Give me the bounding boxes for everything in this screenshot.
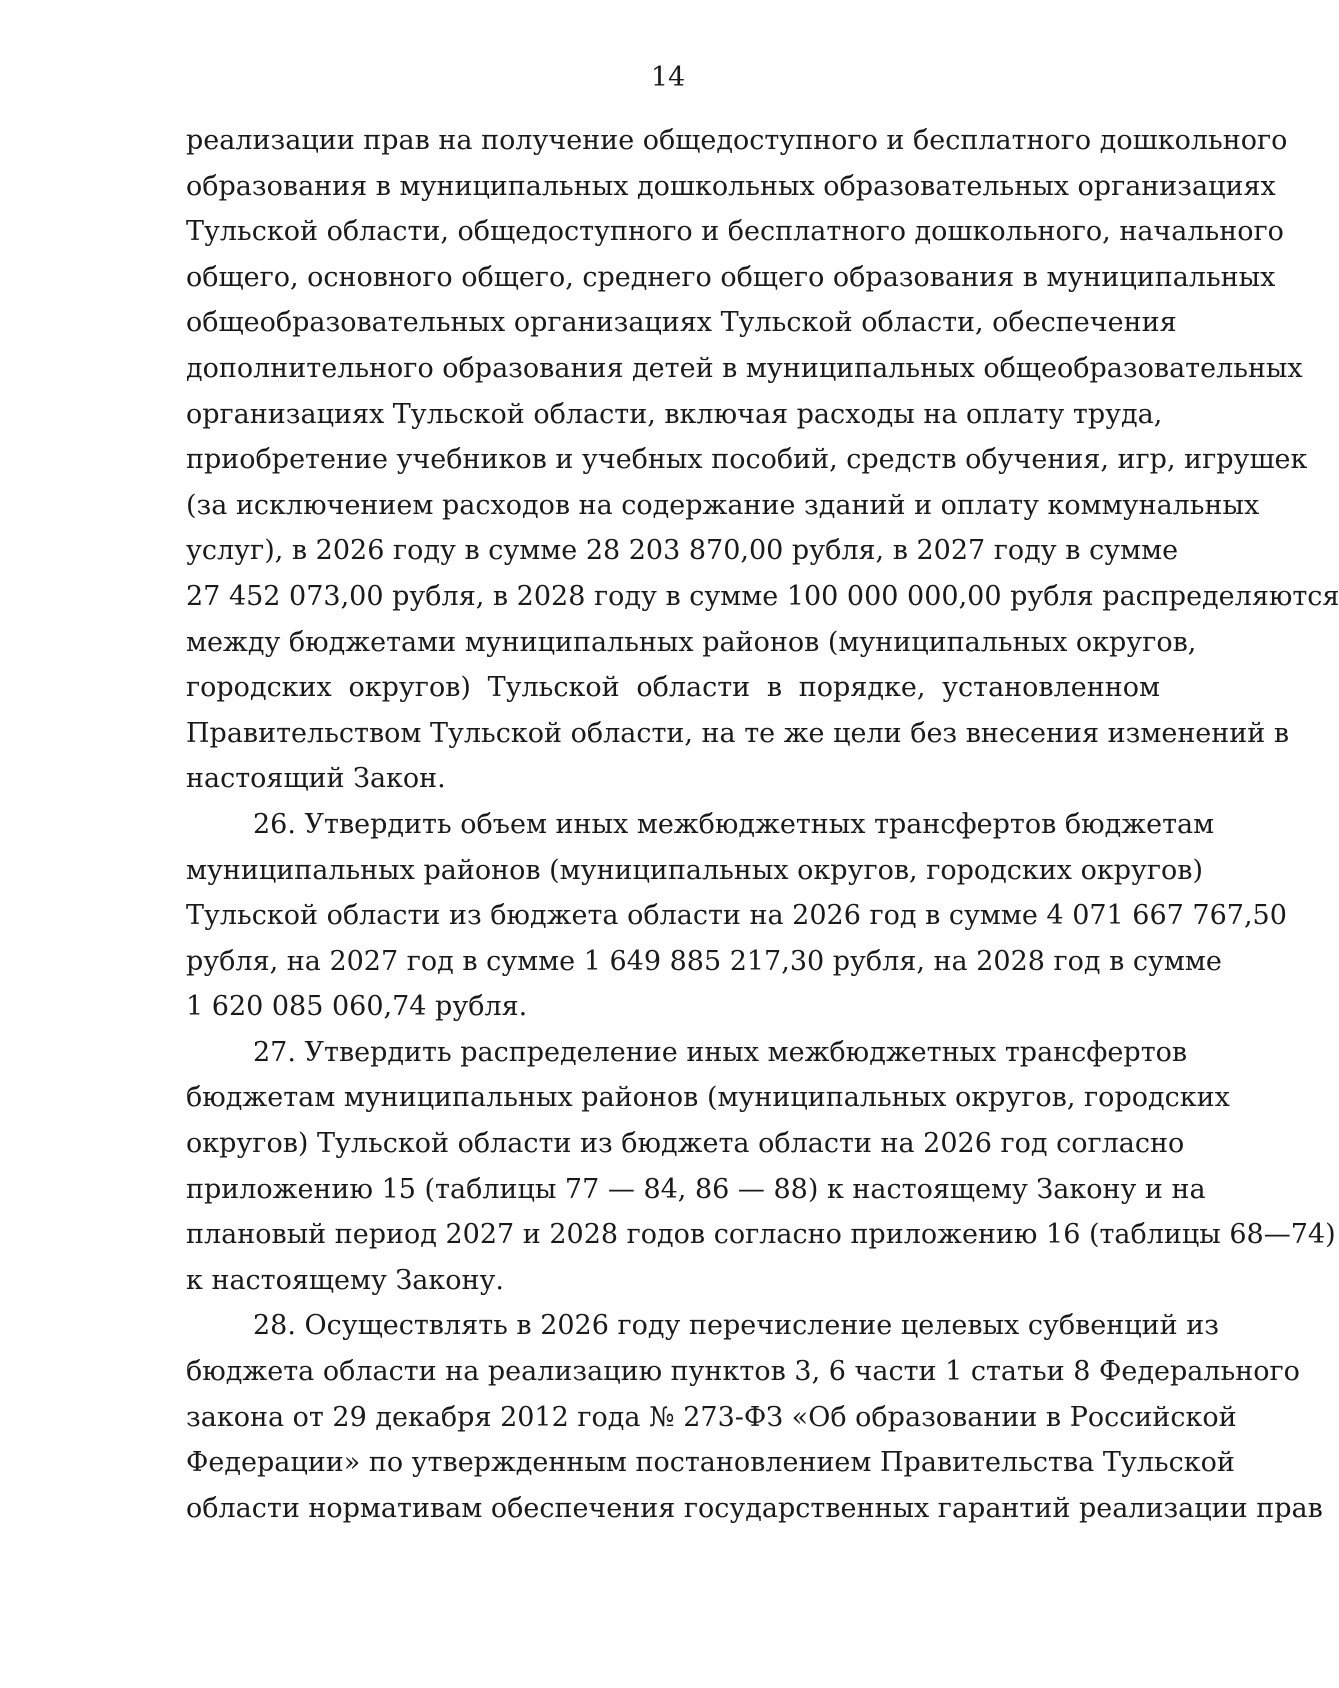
text-line: 27. Утвердить распределение иных межбюджетных трансфертов — [253, 1036, 1188, 1068]
text-line: округов) Тульской области из бюджета области на 2026 год согласно — [186, 1128, 1185, 1160]
text-line: 28. Осуществлять в 2026 году перечисление целевых субвенций из — [253, 1310, 1219, 1342]
paragraph-continuation — [186, 118, 1339, 802]
text-line: бюджетам муниципальных районов (муниципальных округов, городских — [186, 1082, 1230, 1114]
page-number: 14 — [650, 62, 686, 93]
text-line: городских округов) Тульской области в порядке, установленном — [186, 672, 1160, 704]
text-line: 1 620 085 060,74 рубля. — [186, 991, 528, 1023]
text-line: Тульской области, общедоступного и бесплатного дошкольного, начального — [186, 216, 1284, 248]
text-line: общеобразовательных организациях Тульской области, обеспечения — [186, 307, 1177, 339]
text-line: закона от 29 декабря 2012 года № 273-ФЗ «Об образовании в Российской — [186, 1401, 1237, 1433]
document-body — [186, 118, 1339, 1531]
text-line: Федерации» по утвержденным постановлением Правительства Тульской — [186, 1447, 1235, 1479]
text-line: Тульской области из бюджета области на 2026 год в сумме 4 071 667 767,50 — [186, 900, 1287, 932]
text-line: между бюджетами муниципальных районов (муниципальных округов, — [186, 626, 1197, 658]
text-line: приложению 15 (таблицы 77 — 84, 86 — 88) к настоящему Закону и на — [186, 1173, 1206, 1205]
text-line: муниципальных районов (муниципальных округов, городских округов) — [186, 854, 1204, 886]
text-line: общего, основного общего, среднего общего образования в муниципальных — [186, 261, 1276, 293]
text-line: приобретение учебников и учебных пособий, средств обучения, игр, игрушек — [186, 444, 1308, 476]
text-line: бюджета области на реализацию пунктов 3, 6 части 1 статьи 8 Федерального — [186, 1356, 1300, 1388]
text-line: плановый период 2027 и 2028 годов согласно приложению 16 (таблицы 68—74) — [186, 1219, 1336, 1251]
paragraph-item-28 — [186, 1303, 1323, 1531]
text-line: (за исключением расходов на содержание зданий и оплату коммунальных — [186, 489, 1260, 521]
text-line: дополнительного образования детей в муниципальных общеобразовательных — [186, 352, 1303, 384]
text-line: области нормативам обеспечения государственных гарантий реализации прав — [186, 1492, 1323, 1524]
text-line: 26. Утвердить объем иных межбюджетных трансфертов бюджетам — [253, 808, 1215, 840]
text-line: Правительством Тульской области, на те же цели без внесения изменений в — [186, 717, 1290, 749]
text-line: рубля, на 2027 год в сумме 1 649 885 217,30 рубля, на 2028 год в сумме — [186, 945, 1222, 977]
text-line: образования в муниципальных дошкольных образовательных организациях — [186, 170, 1276, 202]
paragraph-item-26 — [186, 802, 1287, 1030]
text-line: к настоящему Закону. — [186, 1264, 504, 1296]
paragraph-item-27 — [186, 1030, 1336, 1304]
text-line: услуг), в 2026 году в сумме 28 203 870,00 рубля, в 2027 году в сумме — [186, 535, 1179, 567]
text-line: 27 452 073,00 рубля, в 2028 году в сумме 100 000 000,00 рубля распределяются — [186, 580, 1339, 612]
text-line: реализации прав на получение общедоступного и бесплатного дошкольного — [186, 125, 1288, 156]
text-line: организациях Тульской области, включая расходы на оплату труда, — [186, 398, 1163, 430]
text-line: настоящий Закон. — [186, 763, 446, 795]
